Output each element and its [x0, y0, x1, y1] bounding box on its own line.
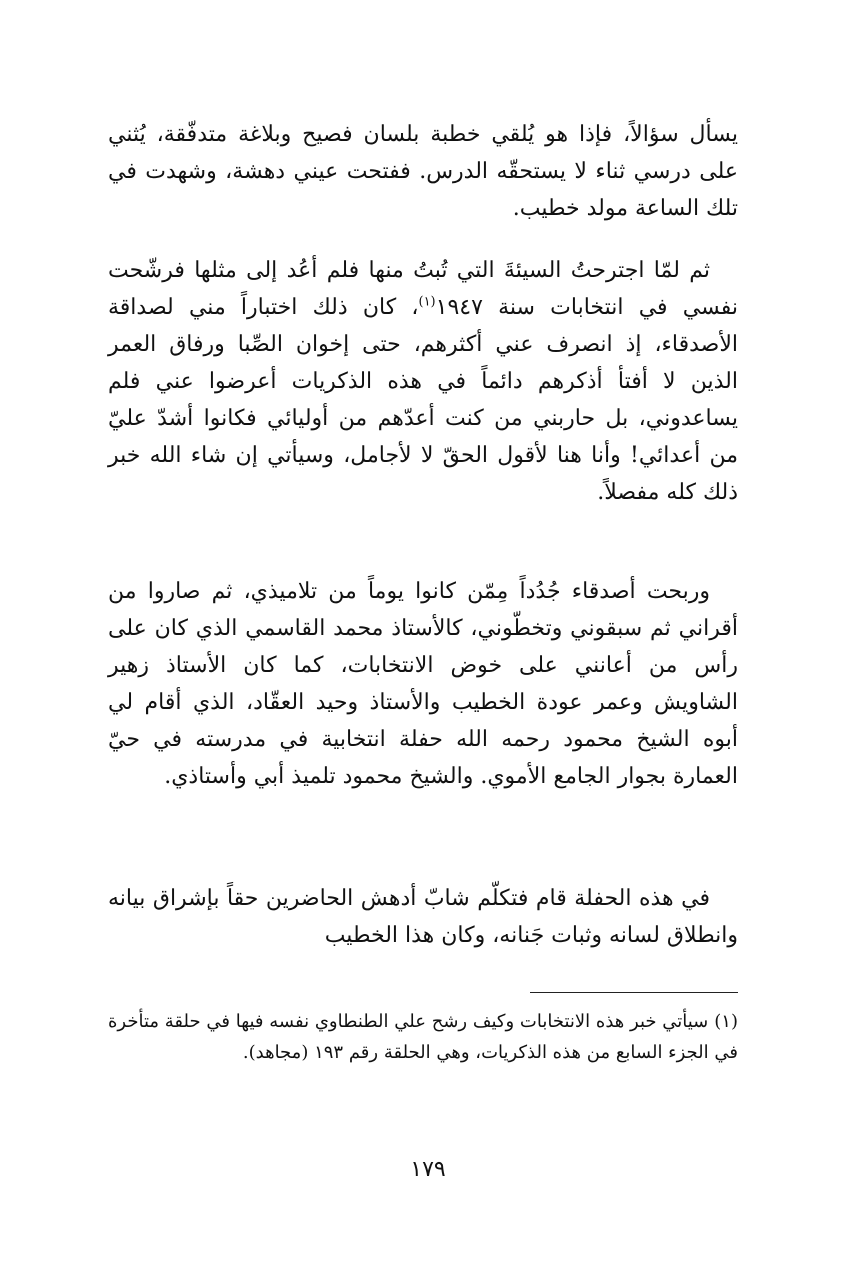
paragraph-2-text-before-ref: ثم لمّا اجترحتُ السيئةَ التي تُبتُ منها فلم أعُد إلى مثلها فرشّحت نفسي في انتخابات سنة ١٩٤٧ [108, 258, 738, 320]
paragraph-3: وربحت أصدقاء جُدُداً مِمّن كانوا يوماً من تلاميذي، ثم صاروا من أقراني ثم سبقوني وتخطّوني، كالأستاذ محمد القاسمي الذي كان على رأس من أعانني على خوض الانتخابات، كما كان الأستاذ زهير الشاويش وعمر عودة الخطيب والأستاذ وحيد العقّاد، الذي أقام لي أبوه الشيخ محمود رحمه الله حفلة انتخابية في مدرسته في حيّ العمارة بجوار الجامع الأموي. والشيخ محمود تلميذ أبي وأستاذي. [108, 579, 738, 789]
paragraph-2 [108, 252, 738, 511]
footnote-text: سيأتي خبر هذه الانتخابات وكيف رشح علي الطنطاوي نفسه فيها في حلقة متأخرة في الجزء السابع من هذه الذكريات، وهي الحلقة رقم ١٩٣ (مجاهد). [108, 1011, 738, 1063]
footnote-reference[interactable]: (١) [418, 294, 436, 310]
page-number: ١٧٩ [410, 1157, 446, 1182]
footnote-number: (١) [714, 1011, 738, 1032]
footnote-divider [530, 992, 738, 993]
paragraph-2-text-after-ref: ، كان ذلك اختباراً مني لصداقة الأصدقاء، إذ انصرف عني أكثرهم، حتى إخوان الصِّبا ورفاق العمر الذين لا أفتأ أذكرهم دائماً في هذه الذكريات أعرضوا عني فلم يساعدوني، بل حاربني من كنت أعدّهم من أوليائي فكانوا أشدّ عليّ من أعدائي! وأنا هنا لأقول الحقّ لا لأجامل، وسيأتي إن شاء الله خبر ذلك كله مفصلاً. [108, 295, 738, 505]
paragraph-1: يسأل سؤالاً، فإذا هو يُلقي خطبة بلسان فصيح وبلاغة متدفّقة، يُثني على درسي ثناء لا يستحقّه الدرس. ففتحت عيني دهشة، وشهدت في تلك الساعة مولد خطيب. [108, 122, 738, 221]
paragraph-4: في هذه الحفلة قام فتكلّم شابّ أدهش الحاضرين حقاً بإشراق بيانه وانطلاق لسانه وثبات جَنانه، وكان هذا الخطيب [108, 886, 738, 948]
footnote [108, 1006, 738, 1068]
